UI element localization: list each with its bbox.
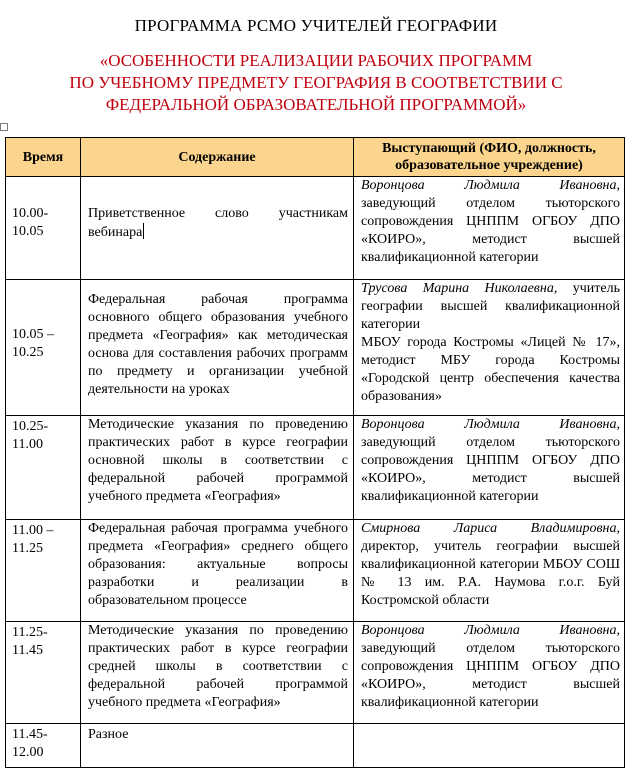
table-row	[6, 416, 625, 520]
content-cell	[81, 177, 354, 280]
speaker-info: заведующий отделом тьюторского сопровождения ЦНППМ ОГБОУ ДПО «КОИРО», методист высшей квалификационной категории	[361, 196, 620, 265]
content-cell	[81, 416, 354, 520]
subtitle-line: «ОСОБЕННОСТИ РЕАЛИЗАЦИИ РАБОЧИХ ПРОГРАММ	[99, 51, 533, 70]
speaker-cell	[354, 622, 625, 724]
time-cell	[6, 177, 81, 280]
content-text: Методические указания по проведению практических работ в курсе географии основной школы в соответствии с федеральной рабочей программой учебного предмета «География»	[88, 417, 348, 504]
content-text: Федеральная рабочая программа учебного предмета «География» среднего общего образования: актуальные вопросы разработки и реализации в образовательном процессе	[88, 521, 348, 608]
document-subtitle	[30, 50, 602, 116]
content-cell	[81, 724, 354, 768]
time-text: 11.45- 12.00	[12, 727, 48, 760]
time-cell	[6, 280, 81, 416]
subtitle-line: ФЕДЕРАЛЬНОЙ ОБРАЗОВАТЕЛЬНОЙ ПРОГРАММОЙ»	[105, 95, 527, 114]
time-text: 11.00 – 11.25	[12, 523, 54, 556]
content-cell	[81, 280, 354, 416]
program-table	[5, 137, 625, 768]
speaker-name: Воронцова Людмила Ивановна,	[361, 178, 620, 193]
time-text: 10.25- 11.00	[12, 419, 49, 452]
time-text: 10.00- 10.05	[12, 206, 49, 239]
content-value: Приветственное слово участникам вебинара	[88, 206, 348, 240]
speaker-cell	[354, 724, 625, 768]
table-row	[6, 724, 625, 768]
speaker-info: заведующий отделом тьюторского сопровождения ЦНППМ ОГБОУ ДПО «КОИРО», методист высшей квалификационной категории	[361, 641, 620, 710]
speaker-name: Воронцова Людмила Ивановна,	[361, 623, 620, 638]
document-title: ПРОГРАММА РСМО УЧИТЕЛЕЙ ГЕОГРАФИИ	[134, 16, 498, 35]
content-text: Федеральная рабочая программа основного общего образования учебного предмета «География» как методическая основа для составления рабочих программ по предмету и организации учебной деятельности на уроках	[88, 292, 348, 397]
content-cell	[81, 622, 354, 724]
speaker-name: Воронцова Людмила Ивановна,	[361, 417, 620, 432]
speaker-text	[361, 622, 620, 712]
time-cell	[6, 520, 81, 622]
content-cell	[81, 520, 354, 622]
subtitle-line: ПО УЧЕБНОМУ ПРЕДМЕТУ ГЕОГРАФИЯ В СООТВЕТСТВИИ С	[69, 73, 563, 92]
table-move-handle-icon[interactable]	[0, 123, 8, 131]
table-header-row	[6, 138, 625, 177]
speaker-cell	[354, 177, 625, 280]
header-content: Содержание	[81, 138, 354, 177]
content-text: Разное	[88, 727, 129, 742]
text-cursor	[143, 223, 144, 239]
time-text: 10.05 – 10.25	[12, 327, 54, 360]
speaker-cell	[354, 520, 625, 622]
speaker-name: Смирнова Лариса Владимировна,	[361, 521, 620, 536]
time-cell	[6, 416, 81, 520]
table-row	[6, 177, 625, 280]
speaker-text	[361, 416, 620, 506]
content-text: Методические указания по проведению практических работ в курсе географии средней школы в соответствии с федеральной рабочей программой учебного предмета «География»	[88, 623, 348, 710]
time-text: 11.25- 11.45	[12, 625, 48, 658]
speaker-cell	[354, 416, 625, 520]
speaker-info: заведующий отделом тьюторского сопровождения ЦНППМ ОГБОУ ДПО «КОИРО», методист высшей квалификационной категории	[361, 435, 620, 504]
header-time: Время	[6, 138, 81, 177]
speaker-info: учитель географии высшей квалификационной категории МБОУ города Костромы «Лицей № 17», методист МБУ города Костромы «Городской центр обеспечения качества образования»	[361, 281, 621, 404]
table-row	[6, 280, 625, 416]
speaker-cell	[354, 280, 625, 416]
table-row	[6, 622, 625, 724]
speaker-info: директор, учитель географии высшей квалификационной категории МБОУ СОШ № 13 им. Р.А. Наумова г.о.г. Буй Костромской области	[361, 539, 620, 608]
speaker-text	[361, 280, 620, 406]
speaker-text	[361, 177, 620, 267]
header-speaker: Выступающий (ФИО, должность, образовательное учреждение)	[354, 138, 625, 177]
table-row	[6, 520, 625, 622]
speaker-text	[361, 520, 620, 610]
content-text	[88, 177, 348, 242]
speaker-name: Трусова Марина Николаевна,	[361, 281, 558, 296]
time-cell	[6, 724, 81, 768]
time-cell	[6, 622, 81, 724]
